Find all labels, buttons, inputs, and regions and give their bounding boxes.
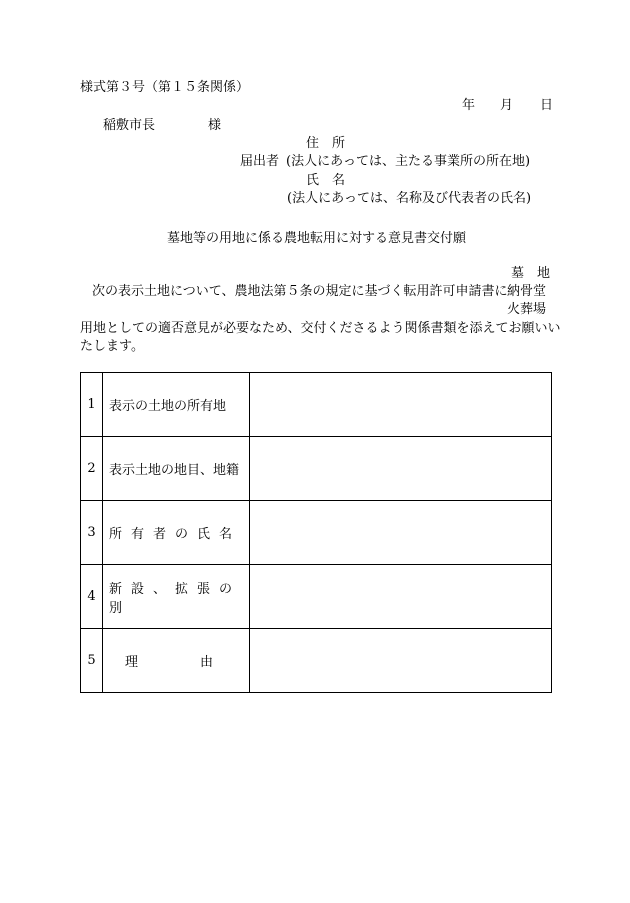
land-category-area-field[interactable] [250, 437, 552, 501]
date-day-label: 日 [540, 98, 554, 113]
table-row [81, 437, 552, 501]
address-label: 住 所 [306, 136, 346, 151]
row-label: 表示の土地の所有地 [103, 373, 250, 437]
option-grave: 墓 地 [511, 266, 551, 281]
row-number: 4 [81, 565, 103, 629]
body-text-line-1: 次の表示土地について、農地法第５条の規定に基づく転用許可申請書に [92, 284, 508, 299]
addressee-suffix: 様 [208, 118, 222, 133]
row-number: 2 [81, 437, 103, 501]
table-row [81, 629, 552, 693]
name-label: 氏 名 [306, 173, 346, 188]
owner-name-field[interactable] [250, 501, 552, 565]
address-note: (法人にあっては、主たる事業所の所在地) [286, 154, 531, 169]
date-month-label: 月 [500, 98, 514, 113]
date-year-label: 年 [462, 98, 476, 113]
name-note: (法人にあっては、名称及び代表者の氏名) [287, 191, 532, 206]
row-label: 理 由 [103, 629, 250, 693]
row-number: 1 [81, 373, 103, 437]
land-owner-location-field[interactable] [250, 373, 552, 437]
body-text-line-2: 用地としての適否意見が必要なため、交付くださるよう関係書類を添えてお願いい [80, 321, 561, 336]
new-or-expansion-field[interactable] [250, 565, 552, 629]
reason-field[interactable] [250, 629, 552, 693]
table-row [81, 565, 552, 629]
row-label: 新設、拡張の別 [103, 565, 250, 629]
option-ossuary: 納骨堂 [507, 284, 547, 299]
application-table [80, 372, 552, 693]
table-row [81, 501, 552, 565]
body-text-line-3: たします。 [80, 339, 144, 354]
form-number-label: 様式第３号（第１５条関係） [80, 80, 250, 95]
document-title: 墓地等の用地に係る農地転用に対する意見書交付願 [167, 231, 467, 246]
applicant-label: 届出者 [240, 154, 280, 169]
row-number: 5 [81, 629, 103, 693]
addressee: 稲敷市長 [103, 118, 156, 133]
row-number: 3 [81, 501, 103, 565]
row-label: 所有者の氏名 [103, 501, 250, 565]
table-row [81, 373, 552, 437]
option-crematory: 火葬場 [507, 302, 547, 317]
row-label: 表示土地の地目、地籍 [103, 437, 250, 501]
